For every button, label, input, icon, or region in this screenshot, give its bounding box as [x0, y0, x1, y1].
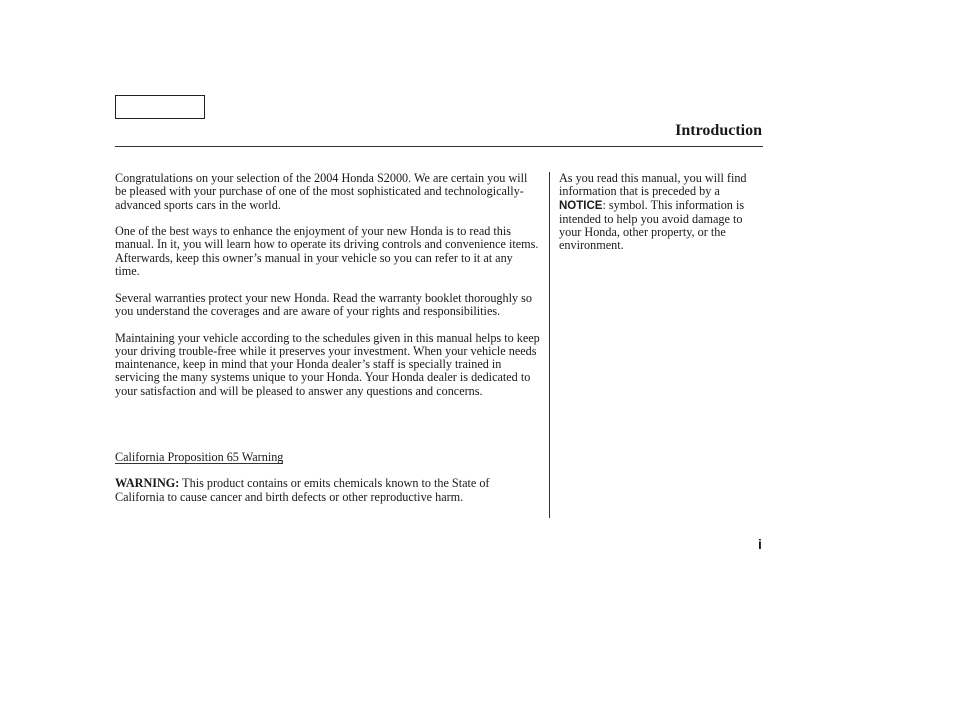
left-column — [115, 172, 540, 517]
intro-paragraph-congratulations: Congratulations on your selection of the 2004 Honda S2000. We are certain you will be pleased with your purchase of one of the most sophisticated and technologically-advanced sports cars in the world. — [115, 171, 528, 212]
page-number: i — [758, 536, 762, 552]
warning-label: WARNING: — [115, 476, 180, 491]
notice-paragraph — [559, 172, 764, 253]
proposition-65-heading: California Proposition 65 Warning — [115, 450, 284, 465]
right-column — [559, 172, 764, 266]
spacer — [115, 411, 540, 451]
intro-paragraph-read-manual: One of the best ways to enhance the enjoyment of your new Honda is to read this manual. In it, you will learn how to operate its driving controls and convenience items. Afterwards, keep this owner’s manual in your vehicle so you can refer to it at any time. — [115, 224, 539, 279]
warning-text: This product contains or emits chemicals known to the State of California to cause cancer and birth defects or other reproductive harm. — [115, 476, 490, 504]
intro-paragraph-warranties: Several warranties protect your new Honda. Read the warranty booklet thoroughly so you understand the coverages and are aware of your rights and responsibilities. — [115, 290, 532, 318]
header-tab-box — [115, 95, 205, 119]
section-title: Introduction — [675, 122, 762, 139]
notice-symbol-label: NOTICE — [559, 199, 603, 212]
intro-paragraph-maintenance: Maintaining your vehicle according to the schedules given in this manual helps to keep your driving trouble-free while it preserves your investment. When your vehicle needs maintenance, keep in mind that your Honda dealer’s staff is specially trained in servicing the many systems unique to your Honda. Your Honda dealer is dedicated to your satisfaction and will be pleased to answer any questions and concerns. — [115, 330, 540, 398]
notice-text-after: : symbol. This information is intended to help you avoid damage to your Honda, other property, or the environment. — [559, 197, 745, 253]
column-divider — [549, 172, 550, 518]
notice-text-before: As you read this manual, you will find information that is preceded by a — [559, 171, 747, 199]
title-rule — [115, 146, 763, 147]
proposition-65-warning — [115, 477, 540, 504]
